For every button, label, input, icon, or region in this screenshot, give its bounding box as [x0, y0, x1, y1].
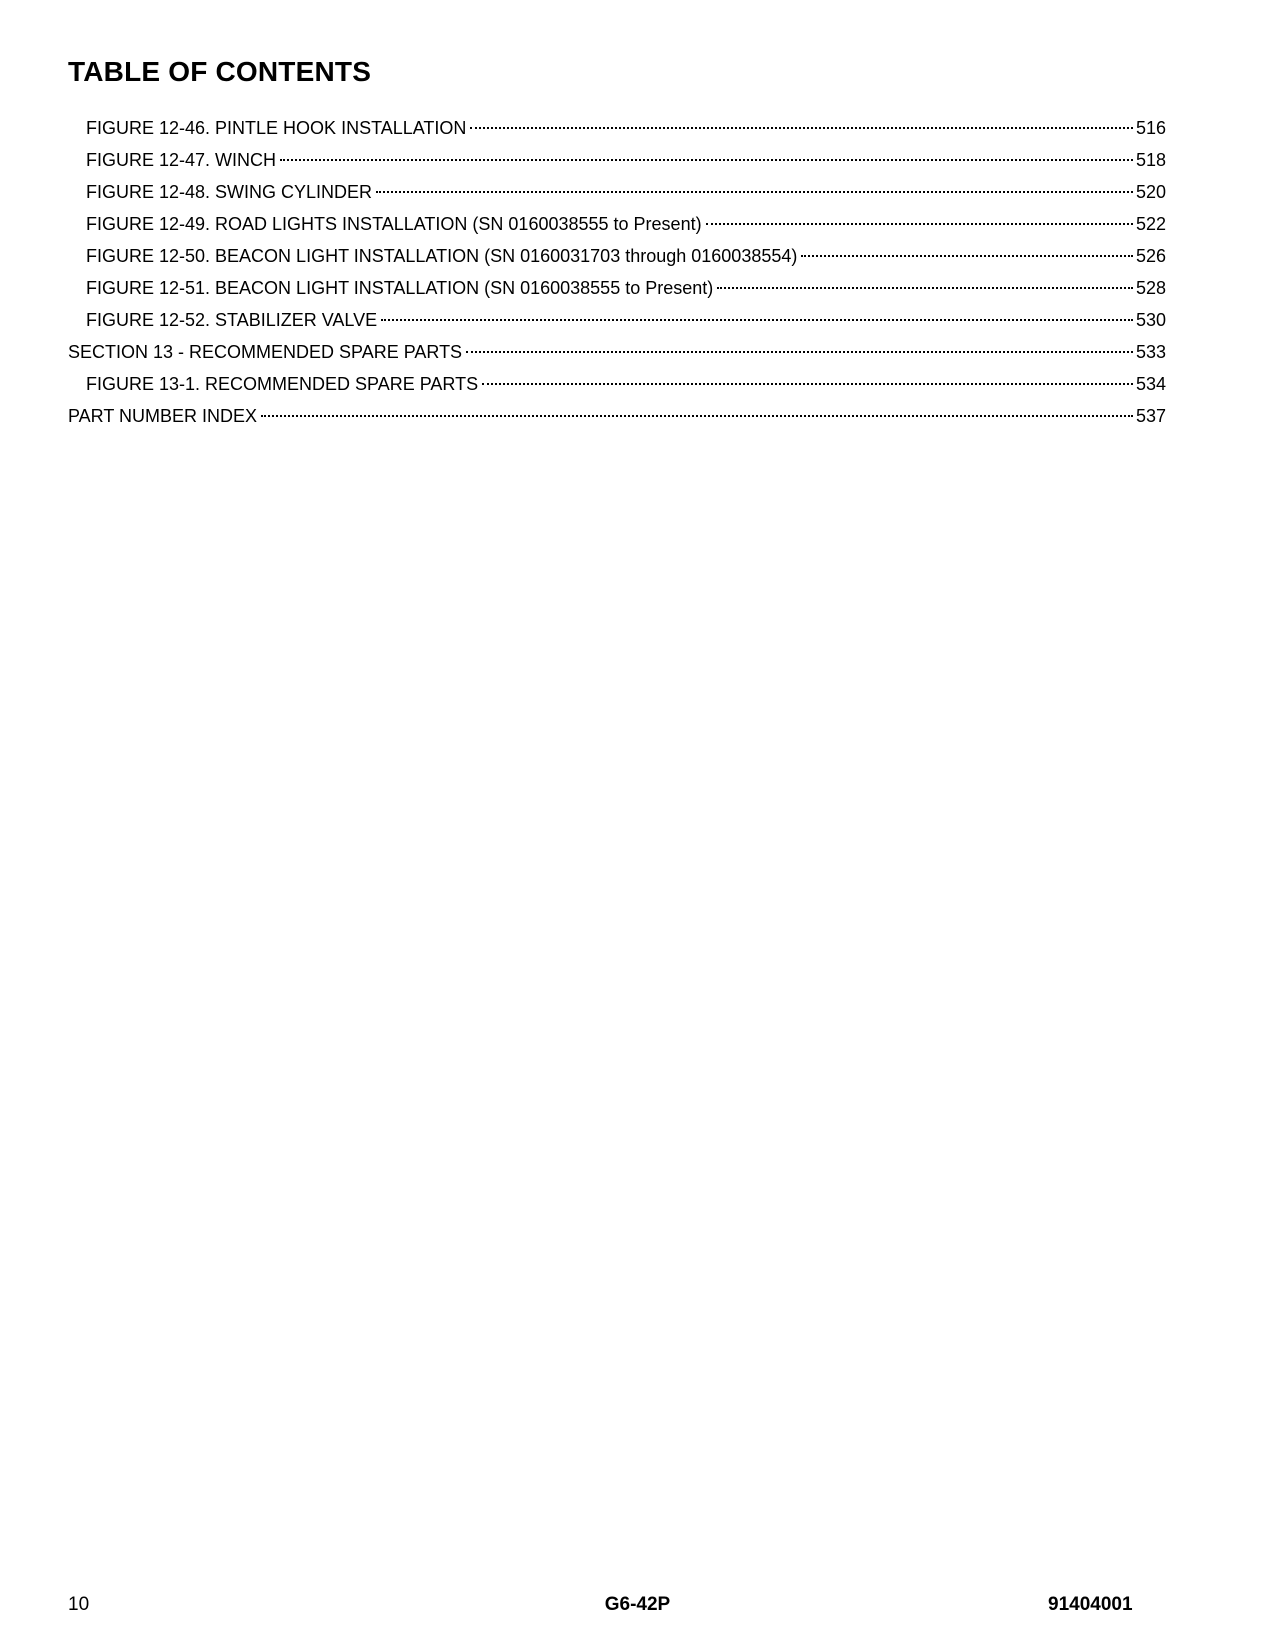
- toc-entry-label: FIGURE 12-51. BEACON LIGHT INSTALLATION (SN 0160038555 to Present): [86, 278, 714, 298]
- toc-entry-page: 516: [1135, 118, 1166, 138]
- toc-entry[interactable]: [68, 366, 1166, 394]
- toc-entry-page: 528: [1135, 278, 1166, 298]
- toc-entry-page: 534: [1135, 374, 1166, 394]
- toc-entry-label: FIGURE 13-1. RECOMMENDED SPARE PARTS: [86, 374, 479, 394]
- toc-leader-dots: [280, 137, 1133, 161]
- toc-entry[interactable]: [68, 110, 1166, 138]
- toc-entry[interactable]: [68, 174, 1166, 202]
- toc-leader-dots: [376, 169, 1133, 193]
- toc-section-entry[interactable]: [68, 398, 1166, 426]
- toc-entry-label: PART NUMBER INDEX: [68, 406, 258, 426]
- toc-leader-dots: [470, 105, 1133, 129]
- toc-leader-dots: [717, 265, 1133, 289]
- toc-entry-page: 518: [1135, 150, 1166, 170]
- toc-leader-dots: [261, 393, 1133, 417]
- toc-entry-label: SECTION 13 - RECOMMENDED SPARE PARTS: [68, 342, 463, 362]
- footer-part-number: 91404001: [1048, 1594, 1133, 1615]
- toc-entry-page: 526: [1135, 246, 1166, 266]
- toc-entry-label: FIGURE 12-46. PINTLE HOOK INSTALLATION: [86, 118, 467, 138]
- toc-entry[interactable]: [68, 302, 1166, 330]
- toc-entry[interactable]: [68, 270, 1166, 298]
- toc-entry-page: 530: [1135, 310, 1166, 330]
- toc-entry-label: FIGURE 12-47. WINCH: [86, 150, 277, 170]
- page-title: TABLE OF CONTENTS: [68, 56, 372, 87]
- toc-section-entry[interactable]: [68, 334, 1166, 362]
- toc-entry-label: FIGURE 12-52. STABILIZER VALVE: [86, 310, 378, 330]
- toc-list: [68, 110, 1166, 430]
- footer-model: G6-42P: [604, 1594, 671, 1615]
- toc-leader-dots: [466, 329, 1133, 353]
- toc-leader-dots: [482, 361, 1133, 385]
- toc-leader-dots: [706, 201, 1133, 225]
- toc-entry-page: 537: [1135, 406, 1166, 426]
- toc-entry-page: 520: [1135, 182, 1166, 202]
- toc-entry[interactable]: [68, 206, 1166, 234]
- toc-entry-page: 533: [1135, 342, 1166, 362]
- toc-entry-label: FIGURE 12-48. SWING CYLINDER: [86, 182, 373, 202]
- toc-leader-dots: [801, 233, 1133, 257]
- toc-entry[interactable]: [68, 142, 1166, 170]
- toc-entry-label: FIGURE 12-49. ROAD LIGHTS INSTALLATION (SN 0160038555 to Present): [86, 214, 702, 234]
- toc-entry-label: FIGURE 12-50. BEACON LIGHT INSTALLATION (SN 0160031703 through 0160038554): [86, 246, 798, 266]
- toc-entry[interactable]: [68, 238, 1166, 266]
- footer-page-number: 10: [68, 1594, 90, 1615]
- toc-leader-dots: [381, 297, 1133, 321]
- toc-entry-page: 522: [1135, 214, 1166, 234]
